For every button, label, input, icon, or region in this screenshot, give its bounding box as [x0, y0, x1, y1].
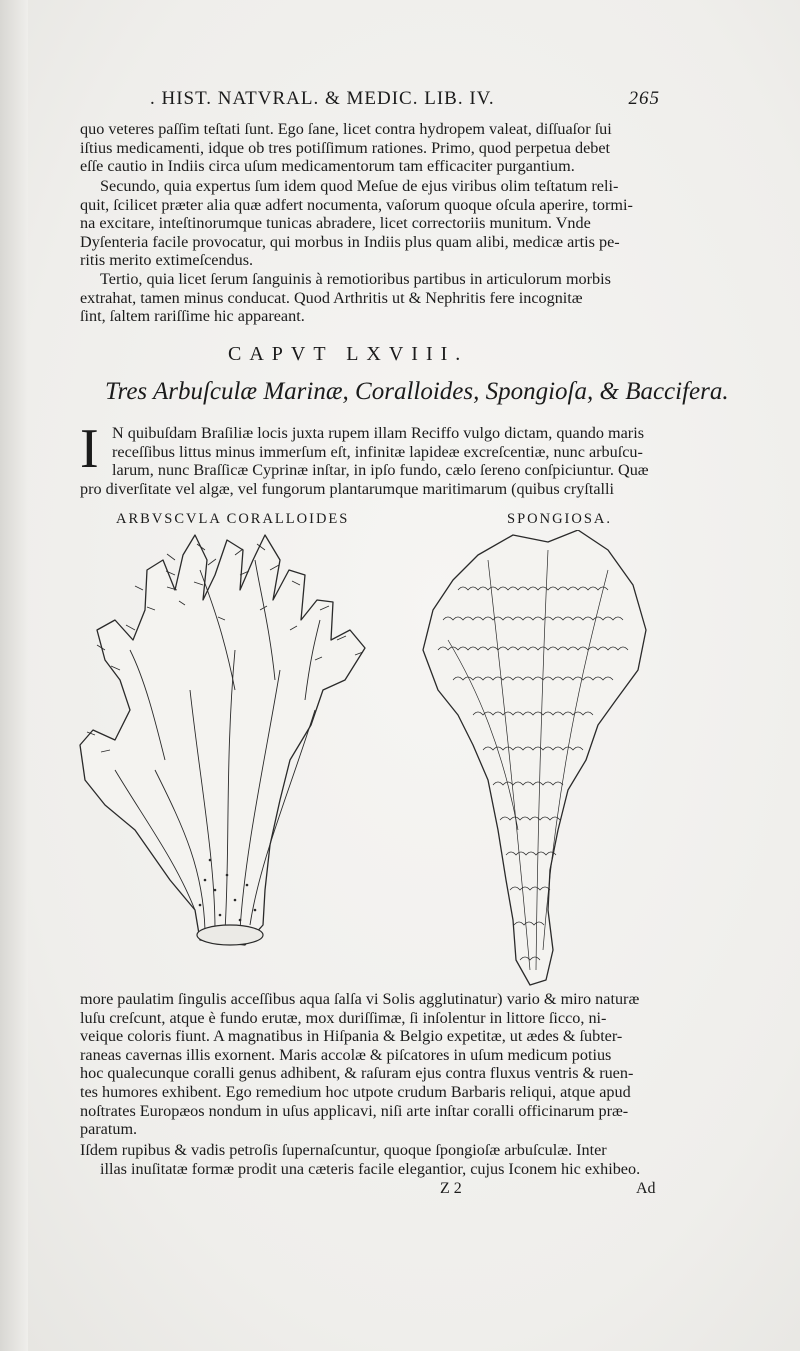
- text-line: eſſe cautio in Indiis circa uſum medicamentorum tam efficaciter purgantium.: [80, 157, 575, 176]
- intro-paragraph: [112, 424, 665, 480]
- text-line: Tertio, quia licet ſerum ſanguinis à remotioribus partibus in articulorum morbis: [100, 270, 611, 288]
- figure-caption-coralloides: ARBVSCVLA CORALLOIDES: [116, 511, 350, 527]
- text-line: Secundo, quia expertus ſum idem quod Meſue de ejus viribus olim teſtatum reli-: [100, 177, 619, 195]
- running-header: [150, 88, 660, 112]
- text-line: hoc qualecunque coralli genus adhibent, & raſuram ejus contra fluxus ventris & ruen-: [80, 1064, 634, 1083]
- text-line: extrahat, tamen minus conducat. Quod Arthritis ut & Nephritis fere incognitæ: [80, 288, 583, 307]
- intro-paragraph-end: [80, 480, 665, 499]
- text-line: N quibuſdam Braſiliæ locis juxta rupem illam Reciffo vulgo dictam, quando maris: [112, 424, 644, 442]
- text-line: Iſdem rupibus & vadis petroſis ſupernaſcuntur, quoque ſpongioſæ arbuſculæ. Inter: [80, 1141, 607, 1159]
- text-line: illas inuſitatæ formæ prodit una cæteris facile elegantior, cujus Iconem hic exhibeo.: [100, 1159, 641, 1178]
- top-paragraph: [80, 120, 665, 176]
- chapter-heading: CAPVT LXVIII.: [228, 343, 469, 365]
- text-line: na excitare, inteſtinorumque tunicas abradere, licet correctoriis munitum. Vnde: [80, 214, 591, 233]
- figure-caption-spongiosa: SPONGIOSA.: [507, 511, 613, 527]
- third-paragraph: [80, 270, 665, 326]
- continuation-paragraph: [80, 990, 665, 1139]
- spongiosa-illustration: [418, 530, 650, 990]
- text-line: noſtrates Europæos nondum in uſus applicavi, niſi arte inſtar coralli officinarum præ-: [80, 1101, 629, 1120]
- text-line: raneas cavernas illis exornent. Maris accolæ & piſcatores in uſum medicum potius: [80, 1045, 612, 1064]
- last-paragraph: [80, 1141, 665, 1178]
- text-line: luſu creſcunt, atque è fundo erutæ, mox duriſſimæ, ſi inſolentur in littore ſicco, ni-: [80, 1008, 607, 1027]
- text-line: more paulatim ſingulis acceſſibus aqua ſalſa vi Solis agglutinatur) vario & miro naturæ: [80, 990, 640, 1008]
- text-line: veique coloris fiunt. A magnatibus in Hiſpania & Belgio expetitæ, ut ædes & ſubter-: [80, 1027, 623, 1046]
- text-line: larum, nunc Braſſicæ Cyprinæ inſtar, in ipſo fundo, cælo ſereno conſpiciuntur. Quæ: [112, 461, 649, 480]
- running-title: . HIST. NATVRAL. & MEDIC. LIB. IV.: [150, 88, 495, 109]
- signature-mark: Z 2: [440, 1180, 462, 1197]
- text-line: quit, ſcilicet præter alia quæ adfert nocumenta, vaſorum quoque oſcula aperire, tormi-: [80, 195, 633, 214]
- text-line: iſtius medicamenti, idque ob tres potiſſimum rationes. Primo, quod perpetua debet: [80, 138, 611, 157]
- text-line: paratum.: [80, 1120, 138, 1139]
- text-line: pro diverſitate vel algæ, vel fungorum plantarumque maritimarum (quibus cryſtalli: [80, 480, 615, 498]
- text-line: quo veteres paſſim teſtati ſunt. Ego ſane, licet contra hydropem valeat, diſſuaſor ſui: [80, 120, 612, 138]
- second-paragraph: [80, 177, 665, 270]
- text-line: receſſibus littus minus immerſum eſt, infinitæ lapideæ excreſcentiæ, nunc arbuſcu-: [112, 442, 643, 461]
- chapter-subtitle: Tres Arbuſculæ Marinæ, Coralloides, Spongioſa, & Baccifera.: [105, 378, 729, 405]
- text-line: Dyſenteria facile provocatur, qui morbus in Indiis plus quam alibi, medicæ artis pe-: [80, 232, 620, 251]
- page-number: 265: [628, 88, 660, 109]
- catchword: Ad: [636, 1180, 656, 1197]
- drop-cap: I: [80, 418, 99, 480]
- page-gutter-shadow: [0, 0, 28, 1351]
- coralloides-illustration: [75, 530, 375, 955]
- text-line: ſint, ſaltem rariſſime hic appareant.: [80, 307, 305, 326]
- text-line: ritis merito extimeſcendus.: [80, 251, 254, 270]
- text-line: tes humores exhibent. Ego remedium hoc utpote crudum Barbaris reliqui, atque apud: [80, 1082, 631, 1101]
